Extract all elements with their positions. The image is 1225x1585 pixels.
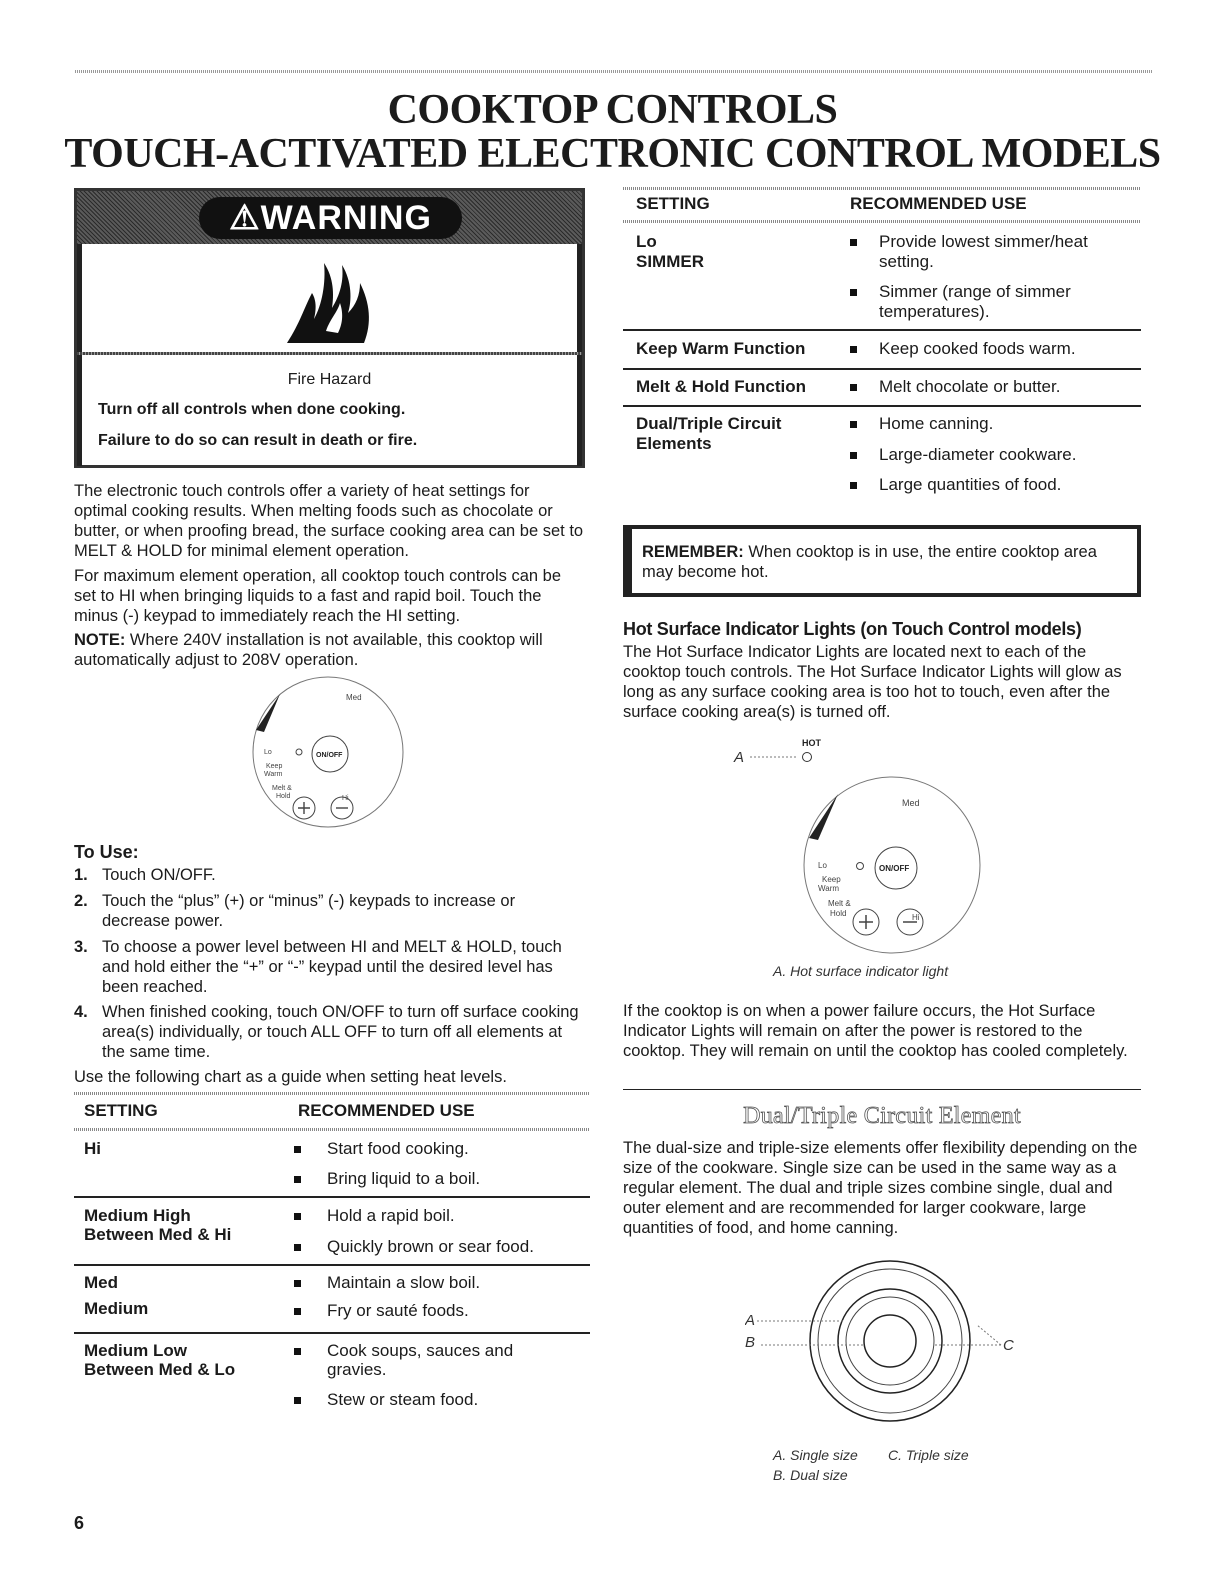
warning-line2: Failure to do so can result in death or fire. (98, 432, 418, 449)
touch-control-diagram (250, 672, 410, 832)
table-row: Dual/Triple Circuit (636, 414, 782, 433)
table-row: Med (84, 1273, 118, 1292)
hot-surface-paragraph: The Hot Surface Indicator Lights are located next to each of the cooktop touch controls. The Hot Surface Indicator Lights will glow as long as any surface cooking area is too hot to touch, even after the surface cooking area(s) is turned off. (623, 643, 1122, 721)
svg-text:Hold: Hold (830, 909, 847, 918)
svg-text:Melt &: Melt & (828, 899, 851, 908)
svg-text:Lo: Lo (818, 861, 827, 870)
svg-text:Lo: Lo (264, 749, 272, 756)
caption-triple-size: C. Triple size (888, 1447, 969, 1463)
caption-dual-size: B. Dual size (773, 1467, 848, 1483)
right-table-col-use: RECOMMENDED USE (850, 194, 1027, 213)
to-use-step-2: Touch the “plus” (+) or “minus” (-) keypads to increase or decrease power. (102, 892, 516, 930)
table-row: Keep Warm Function (636, 339, 806, 358)
power-failure-paragraph: If the cooktop is on when a power failure occurs, the Hot Surface Indicator Lights will remain on after the power is restored to the cooktop. They will remain on until the cooktop has cooled completely. (623, 1002, 1128, 1060)
hot-indicator-callout (730, 736, 850, 766)
warning-banner (77, 191, 582, 244)
to-use-step-4: When finished cooking, touch ON/OFF to turn off surface cooking area(s) individually, or touch ALL OFF to turn off all elements at the same time. (102, 1003, 579, 1061)
dual-triple-heading: Dual/Triple Circuit Element (743, 1103, 1021, 1129)
intro-paragraph-2: For maximum element operation, all cooktop touch controls can be set to HI when bringing liquids to a fast and rapid boil. Touch the minus (-) keypad to immediately reach the HI setting. (74, 567, 561, 625)
dual-triple-paragraph: The dual-size and triple-size elements offer flexibility depending on the size of the cookware. Single size can be used in the same way as a regular element. The dual and triple sizes combine single, dual and outer element and are recommended for larger cookware, large quantities of food, and home canning. (623, 1139, 1138, 1237)
hot-surface-heading: Hot Surface Indicator Lights (on Touch Control models) (623, 619, 1082, 639)
left-table-col-use: RECOMMENDED USE (298, 1101, 475, 1120)
svg-text:Hi: Hi (912, 913, 920, 922)
svg-text:C: C (1003, 1337, 1014, 1354)
right-table-col-setting: SETTING (636, 194, 710, 213)
svg-text:A: A (734, 749, 745, 766)
fire-icon (282, 253, 382, 345)
svg-text:Hi: Hi (342, 795, 349, 802)
svg-text:Med: Med (346, 693, 362, 702)
page-title-line1: COOKTOP CONTROLS (387, 87, 838, 133)
left-table-col-setting: SETTING (84, 1101, 158, 1120)
hot-indicator-caption: A. Hot surface indicator light (773, 963, 949, 979)
svg-text:Melt &: Melt & (272, 785, 292, 792)
svg-text:Hold: Hold (276, 793, 291, 800)
page-number: 6 (74, 1513, 85, 1533)
to-use-heading: To Use: (74, 842, 139, 862)
svg-text:Keep: Keep (822, 875, 841, 884)
warning-box (74, 188, 585, 468)
svg-text:B: B (745, 1334, 756, 1351)
dual-triple-element-diagram (745, 1245, 1035, 1435)
table-row: Lo (636, 232, 657, 251)
svg-text:HOT: HOT (802, 738, 821, 748)
top-rule (75, 70, 1152, 73)
table-row: Hi (84, 1139, 101, 1158)
chart-guide-text: Use the following chart as a guide when setting heat levels. (74, 1068, 507, 1086)
hot-indicator-control-diagram (800, 770, 990, 960)
table-row: Medium High (84, 1206, 191, 1225)
note-paragraph: NOTE: Where 240V installation is not available, this cooktop will automatically adjust to 208V operation. (74, 631, 543, 669)
svg-text:Warm: Warm (818, 884, 840, 893)
intro-paragraph-1: The electronic touch controls offer a variety of heat settings for optimal cooking results. When melting foods such as chocolate or butter, or when proofing bread, the surface cooking area can be set to MELT & HOLD for minimal element operation. (74, 482, 584, 560)
svg-text:Med: Med (902, 798, 920, 808)
caption-single-size: A. Single size (773, 1447, 858, 1463)
svg-text:Warm: Warm (264, 771, 283, 778)
to-use-step-3: To choose a power level between HI and MELT & HOLD, touch and hold either the “+” or “-” keypad until the desired level has been reached. (102, 938, 562, 996)
warning-line1: Turn off all controls when done cooking. (98, 401, 406, 418)
to-use-step-1: Touch ON/OFF. (102, 866, 216, 884)
warning-label: ⚠WARNING (199, 197, 462, 239)
remember-callout: REMEMBER: When cooktop is in use, the entire cooktop area may become hot. (623, 525, 1141, 597)
hazard-title: Fire Hazard (287, 371, 372, 388)
svg-text:Keep: Keep (266, 763, 283, 770)
table-row: Melt & Hold Function (636, 377, 806, 396)
remember-label: REMEMBER: (642, 543, 744, 561)
svg-text:ON/OFF: ON/OFF (879, 864, 910, 873)
svg-text:ON/OFF: ON/OFF (316, 752, 343, 759)
table-row: Medium Low (84, 1341, 187, 1360)
page-title-line2: TOUCH-ACTIVATED ELECTRONIC CONTROL MODELS (64, 131, 1161, 177)
svg-text:A: A (745, 1312, 756, 1329)
